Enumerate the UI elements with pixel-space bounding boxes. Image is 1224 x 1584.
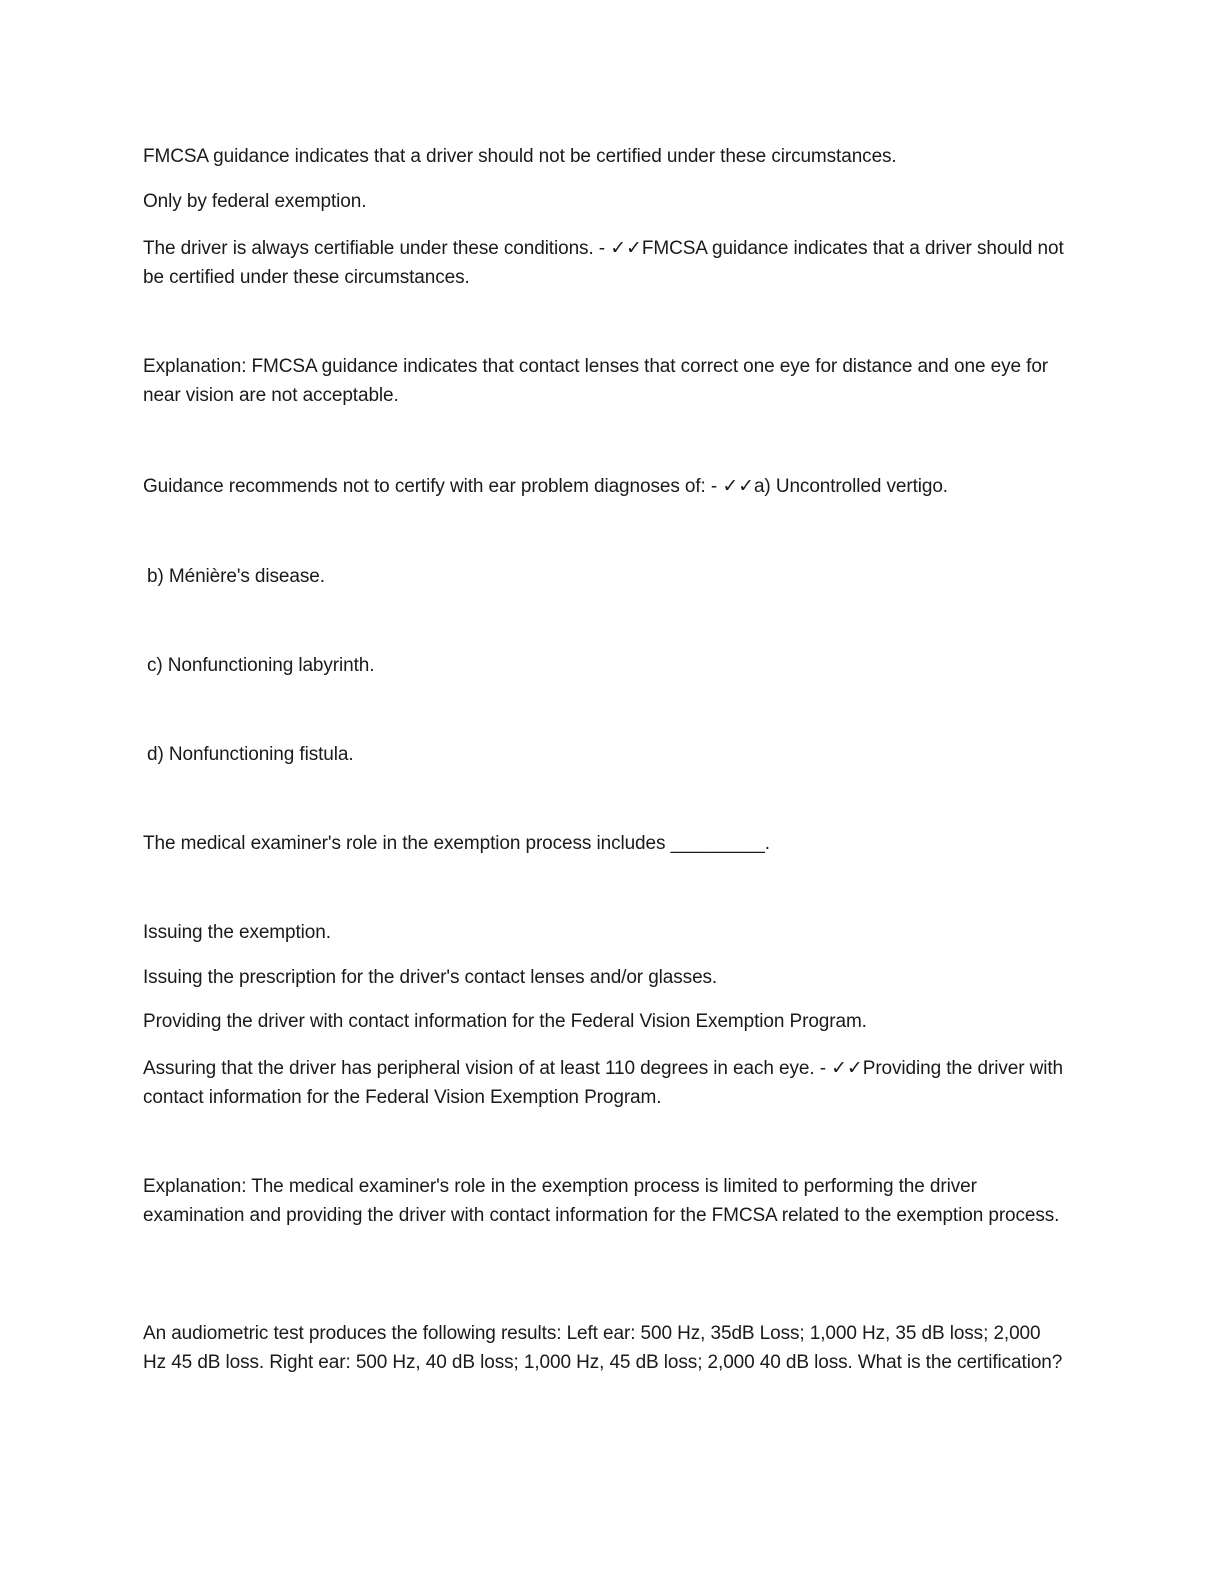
answer-option-peripheral-vision: Assuring that the driver has peripheral vision of at least 110 degrees in each eye. - ✓✓Providing the driver with contact information for the Federal Vision Exemption Program. [143, 1058, 1064, 1108]
question-audiometric-test: An audiometric test produces the following results: Left ear: 500 Hz, 35dB Loss; 1,000 Hz, 35 dB loss; 2,000 Hz 45 dB loss. Right ear: 500 Hz, 40 dB loss; 1,000 Hz, 45 dB loss; 2,000 40 dB loss. What is the certification? [143, 1323, 1063, 1373]
answer-option-issuing-prescription: Issuing the prescription for the driver's contact lenses and/or glasses. [143, 967, 718, 988]
answer-option-providing-contact-info: Providing the driver with contact information for the Federal Vision Exemption Program. [143, 1011, 867, 1032]
answer-option-issuing-exemption: Issuing the exemption. [143, 922, 331, 943]
question-ear-problem: Guidance recommends not to certify with ear problem diagnoses of: - ✓✓a) Uncontrolled vertigo. [143, 476, 948, 497]
explanation-examiner-role: Explanation: The medical examiner's role in the exemption process is limited to performing the driver examination and providing the driver with contact information for the FMCSA related to the exemption process. [143, 1176, 1060, 1226]
explanation-contact-lenses: Explanation: FMCSA guidance indicates that contact lenses that correct one eye for distance and one eye for near vision are not acceptable. [143, 356, 1049, 406]
question-examiner-role: The medical examiner's role in the exemption process includes _________. [143, 833, 770, 854]
answer-option-federal-exemption: Only by federal exemption. [143, 191, 367, 212]
option-nonfunctioning-labyrinth: c) Nonfunctioning labyrinth. [147, 655, 375, 676]
answer-option-always-certifiable: The driver is always certifiable under these conditions. - ✓✓FMCSA guidance indicates that a driver should not be certified under these circumstances. [143, 238, 1064, 288]
option-menieres-disease: b) Ménière's disease. [147, 566, 325, 587]
option-nonfunctioning-fistula: d) Nonfunctioning fistula. [147, 744, 354, 765]
answer-option-not-certified: FMCSA guidance indicates that a driver should not be certified under these circumstances. [143, 146, 897, 167]
